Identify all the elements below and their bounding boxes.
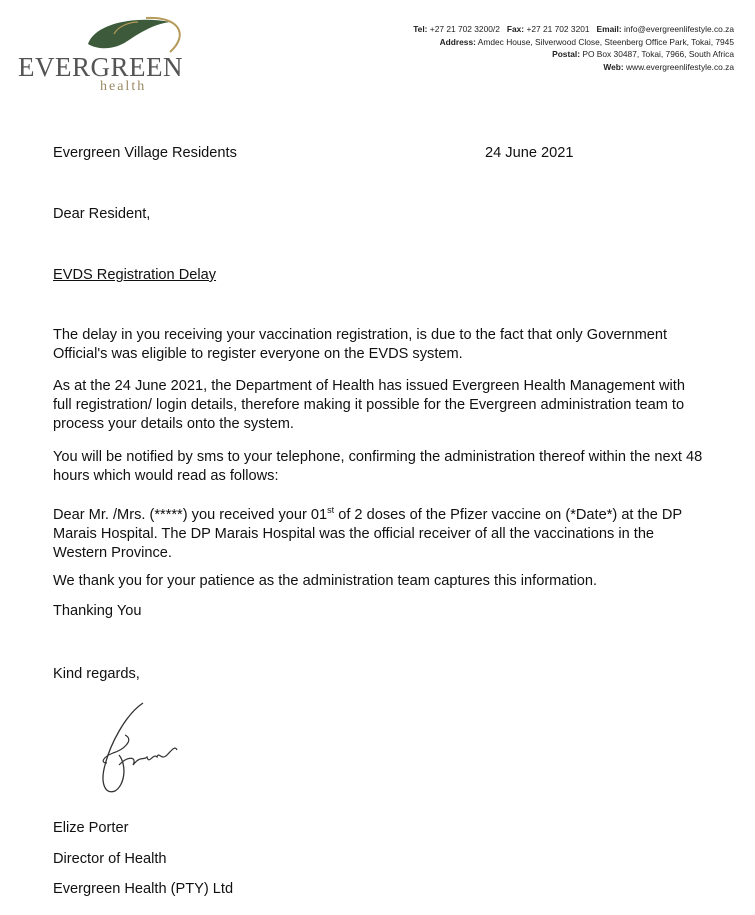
paragraph-2: As at the 24 June 2021, the Department of Health has issued Evergreen Health Management with full registration/ login details, therefore making it possible for the Evergreen administration team to process your details onto the system. [53,378,685,432]
postal-value: PO Box 30487, Tokai, 7966, South Africa [582,49,734,59]
letter-date: 24 June 2021 [485,145,574,161]
signatory-name: Elize Porter [53,820,129,836]
address-value: Amdec House, Silverwood Close, Steenberg Office Park, Tokai, 7945 [477,36,734,47]
contact-line-address: Address: Amdec House, Silverwood Close, Steenberg Office Park, Tokai, 7945 [439,36,734,47]
subject-heading: EVDS Registration Delay [53,267,217,283]
closing-thanks: Thanking You [53,603,142,619]
contact-block [413,23,734,73]
contact-line-postal: Postal: PO Box 30487, Tokai, 7966, South Africa [552,49,734,59]
web-value: www.evergreenlifestyle.co.za [626,61,734,72]
contact-line-web: Web: www.evergreenlifestyle.co.za [603,61,734,72]
paragraph-3: You will be notified by sms to your telephone, confirming the administration thereof within the next 48 hours which would read as follows: [53,449,703,484]
signatory-title: Director of Health [53,851,167,867]
logo-wordmark: EVERGREEN [18,52,183,82]
paragraph-1: The delay in you receiving your vaccination registration, is due to the fact that only Government Official's was eligible to register everyone on the EVDS system. [53,327,668,362]
paragraph-5: We thank you for your patience as the administration team captures this information. [53,573,598,589]
signatory-company: Evergreen Health (PTY) Ltd [53,881,234,897]
recipient: Evergreen Village Residents [53,145,237,161]
tel-value: +27 21 702 3200/2 [429,24,500,34]
logo-subtitle: health [100,79,147,94]
contact-line-phone: Tel: +27 21 702 3200/2 Fax: +27 21 702 3201 Email: info@evergreenlifestyle.co.za [413,24,734,34]
closing-regards: Kind regards, [53,666,140,682]
email-value: info@evergreenlifestyle.co.za [624,24,734,34]
salutation: Dear Resident, [53,206,151,222]
signature-image [85,695,185,800]
fax-value: +27 21 702 3201 [526,24,590,34]
paragraph-4: Dear Mr. /Mrs. (*****) you received your 01st of 2 doses of the Pfizer vaccine on (*Date*) at the DP Marais Hospital. The DP Marais Hospital was the official receiver of all the vaccinations in the Western Province. [53,505,682,561]
